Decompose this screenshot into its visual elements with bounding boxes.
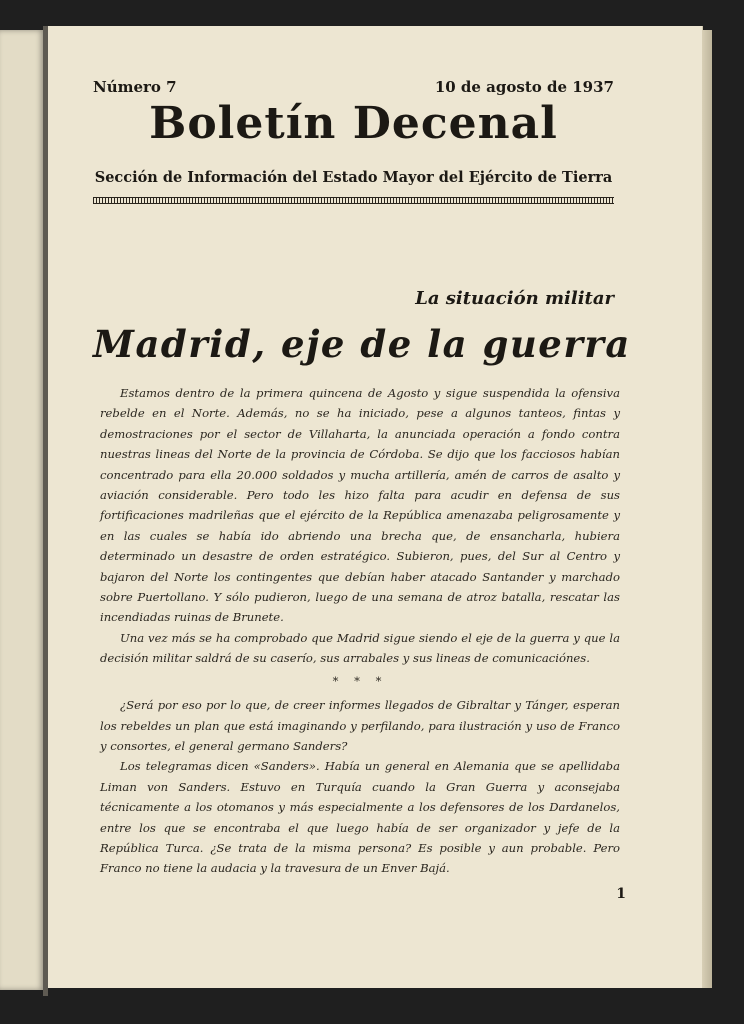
paragraph: Los telegramas dicen «Sanders». Había un general en Alemania que se apellidaba Liman von Sanders. Estuvo en Turquía cuando la Gran Guerra y aconsejaba técnicamente a los otomanos y más especialmente a los defensores de los Dardanelos, entre los que se encontraba el que luego había de ser organizador y jefe de la República Turca. ¿Se trata de la misma persona? Es posible y aun probable. Pero Franco no tiene la audacia y la travesura de un Enver Bajá. — [100, 759, 620, 876]
issue-date: 10 de agosto de 1937 — [434, 78, 614, 96]
issue-number: Número 7 — [93, 78, 177, 96]
section-label: La situación militar — [415, 288, 614, 309]
article-headline: Madrid, eje de la guerra — [93, 322, 631, 366]
masthead-top-line — [93, 78, 614, 96]
facing-page-edge — [0, 30, 44, 990]
paragraph: ¿Será por eso por lo que, de creer informes llegados de Gibraltar y Tánger, esperan los rebeldes un plan que está imaginando y perfilando, para ilustración y uso de Franco y consortes, el general germano Sanders? — [100, 698, 620, 753]
section-separator: * * * — [332, 673, 388, 688]
page-stack-edge — [702, 30, 712, 988]
publication-subtitle: Sección de Información del Estado Mayor del Ejército de Tierra — [94, 169, 613, 186]
masthead-rule — [93, 197, 614, 204]
article-body — [100, 383, 620, 879]
paragraph: Una vez más se ha comprobado que Madrid sigue siendo el eje de la guerra y que la decisión militar saldrá de su caserío, sus arrabales y sus lineas de comunicaciónes. — [100, 630, 620, 666]
paragraph: Estamos dentro de la primera quincena de Agosto y sigue suspendida la ofensiva rebelde en el Norte. Además, no se ha iniciado, pese a algunos tanteos, fintas y demostraciones por el sector de Villaharta, la anunciada operación a fondo contra nuestras lineas del Norte de la provincia de Córdoba. Se dijo que los facciosos habían concentrado para ella 20.000 soldados y mucha artillería, amén de carros de asalto y aviación considerable. Pero todo les hizo falta para acudir en defensa de sus fortificaciones madrileñas que el ejército de la República amenazaba peligrosamente y en las cuales se había ido abriendo una brecha que, de ensancharla, hubiera determinado un desastre de orden estratégico. Subieron, pues, del Sur al Centro y bajaron del Norte los contingentes que debían haber atacado Santander y marchado sobre Puertollano. Y sólo pudieron, luego de una semana de atroz batalla, rescatar las incendiadas ruinas de Brunete. — [100, 386, 620, 625]
publication-title: Boletín Decenal — [149, 98, 558, 149]
page-number: 1 — [616, 886, 626, 902]
